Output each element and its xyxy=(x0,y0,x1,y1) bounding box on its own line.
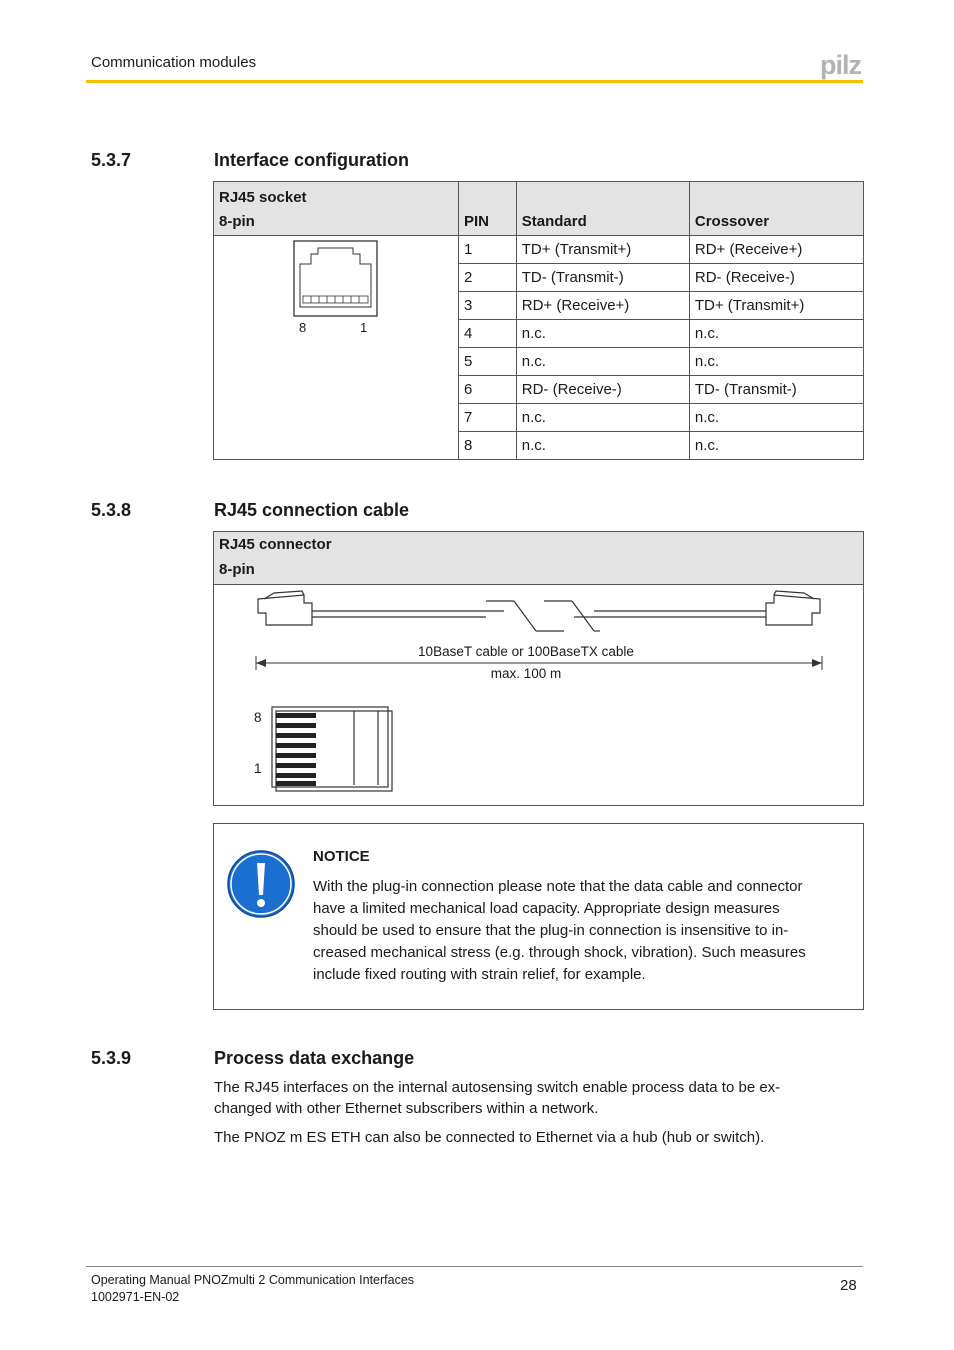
plug-pin-1-label: 1 xyxy=(254,761,262,776)
plug-pin-8-label: 8 xyxy=(254,710,262,725)
header-rule xyxy=(86,80,863,83)
section-title: RJ45 connection cable xyxy=(214,500,410,520)
pin-cell: 4 xyxy=(459,320,517,348)
section-number: 5.3.7 xyxy=(91,150,132,170)
header-pin: PIN xyxy=(459,182,517,236)
section-title: Process data exchange xyxy=(214,1048,415,1068)
cable-figure-box xyxy=(213,531,864,806)
crossover-cell: TD+ (Transmit+) xyxy=(689,292,863,320)
header-standard: Standard xyxy=(516,182,689,236)
pin-cell: 3 xyxy=(459,292,517,320)
crossover-cell: n.c. xyxy=(689,348,863,376)
section-number: 5.3.8 xyxy=(91,500,132,520)
standard-cell: RD- (Receive-) xyxy=(516,376,689,404)
socket-label-8: 8 xyxy=(299,320,307,335)
header-crossover: Crossover xyxy=(689,182,863,236)
warning-exclamation-icon xyxy=(226,849,296,919)
crossover-cell: n.c. xyxy=(689,432,863,460)
section-number: 5.3.9 xyxy=(91,1048,132,1068)
standard-cell: n.c. xyxy=(516,348,689,376)
pilz-logo: pilz xyxy=(820,50,861,80)
rj45-socket-drawing xyxy=(214,236,458,346)
cable-length-label: max. 100 m xyxy=(490,666,562,681)
running-header: Communication modules xyxy=(91,54,257,71)
socket-image-cell xyxy=(214,236,459,460)
header-socket: RJ45 socket 8-pin xyxy=(214,182,459,236)
cable-drawing xyxy=(214,585,863,805)
crossover-cell: TD- (Transmit-) xyxy=(689,376,863,404)
crossover-cell: RD- (Receive-) xyxy=(689,264,863,292)
pin-cell: 7 xyxy=(459,404,517,432)
pin-cell: 1 xyxy=(459,236,517,264)
notice-text: With the plug-in connection please note that the data cable and connector have a limited mechanical load capacity. Appropriate design measures should be used to ensure that the plug-in connection is insensitive to in- creased mechanical stress (e.g. through shock, vibration). Such measures include fixed routing with strain relief, for example. xyxy=(313,878,806,983)
body-paragraph: The RJ45 interfaces on the internal autosensing switch enable process data to be ex- changed with other Ethernet subscribers within a network. xyxy=(214,1079,781,1117)
cable-type-label: 10BaseT cable or 100BaseTX cable xyxy=(418,644,634,659)
pin-cell: 5 xyxy=(459,348,517,376)
standard-cell: TD- (Transmit-) xyxy=(516,264,689,292)
interface-config-table xyxy=(213,181,864,460)
standard-cell: RD+ (Receive+) xyxy=(516,292,689,320)
crossover-cell: n.c. xyxy=(689,320,863,348)
cable-box-header: RJ45 connector 8-pin xyxy=(214,532,863,585)
body-paragraph: The PNOZ m ES ETH can also be connected to Ethernet via a hub (hub or switch). xyxy=(214,1129,765,1146)
page-number: 28 xyxy=(840,1277,857,1294)
standard-cell: n.c. xyxy=(516,320,689,348)
standard-cell: TD+ (Transmit+) xyxy=(516,236,689,264)
notice-title: NOTICE xyxy=(313,848,370,865)
pin-cell: 8 xyxy=(459,432,517,460)
notice-box xyxy=(213,823,864,1010)
footer-rule xyxy=(86,1266,863,1267)
standard-cell: n.c. xyxy=(516,432,689,460)
crossover-cell: RD+ (Receive+) xyxy=(689,236,863,264)
pin-cell: 2 xyxy=(459,264,517,292)
section-title: Interface configuration xyxy=(214,150,410,170)
footer-info: Operating Manual PNOZmulti 2 Communication Interfaces 1002971-EN-02 xyxy=(91,1273,415,1304)
socket-label-1: 1 xyxy=(360,320,368,335)
standard-cell: n.c. xyxy=(516,404,689,432)
crossover-cell: n.c. xyxy=(689,404,863,432)
pin-cell: 6 xyxy=(459,376,517,404)
